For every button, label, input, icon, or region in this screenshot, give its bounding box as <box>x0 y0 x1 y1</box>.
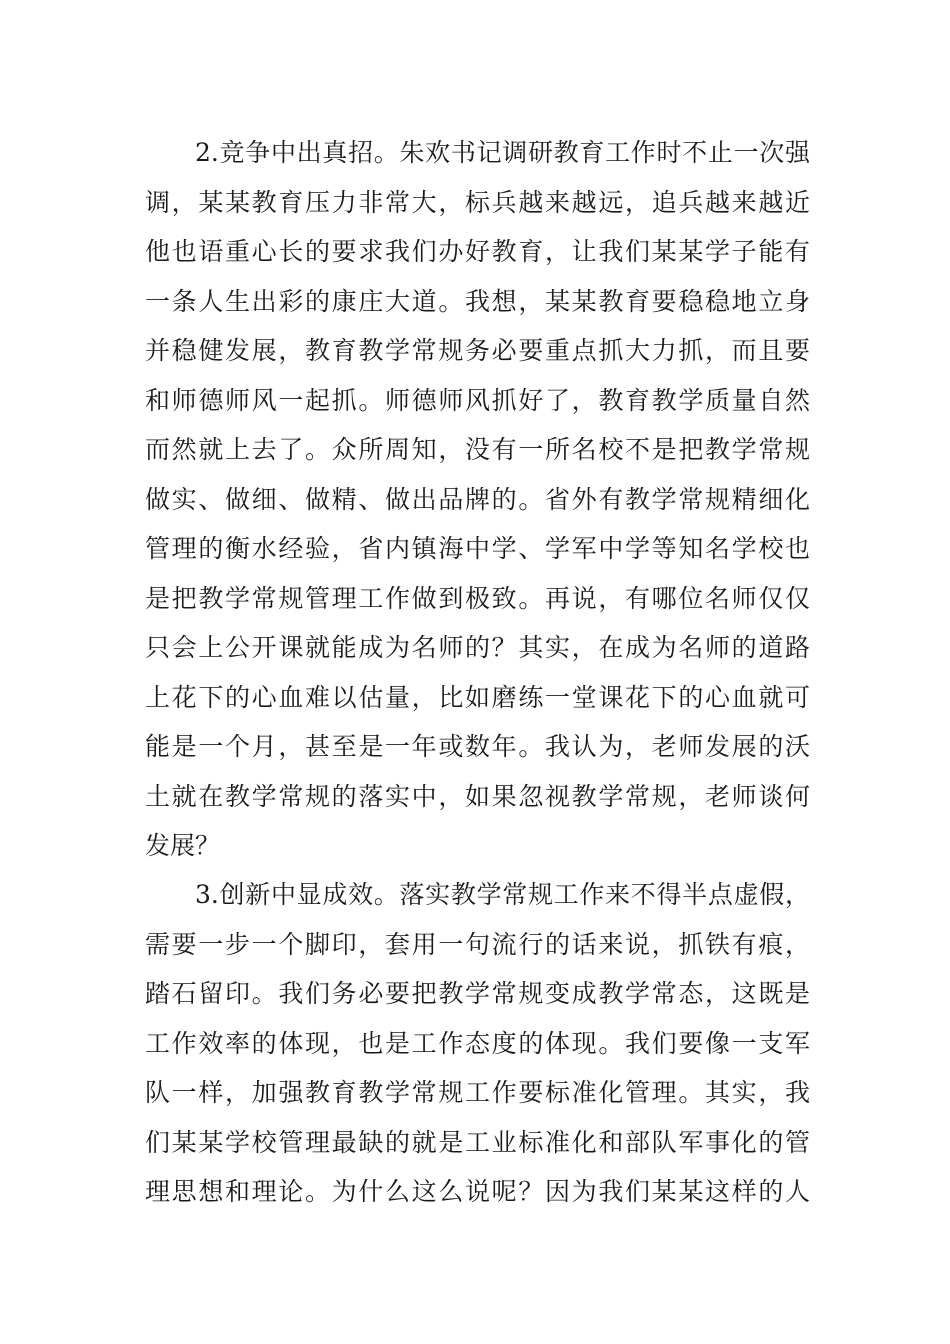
text-line: 踏石留印。我们务必要把教学常规变成教学常态，这既是 <box>145 979 810 1008</box>
text-line: 做实、做细、做精、做出品牌的。省外有教学常规精细化 <box>145 484 810 514</box>
text-line: 理思想和理论。为什么这么说呢？因为我们某某这样的人 <box>145 1177 810 1206</box>
paragraph-competition <box>145 128 810 871</box>
text-line: 工作效率的体现，也是工作态度的体现。我们要像一支军 <box>145 1028 810 1058</box>
paragraph-innovation <box>145 870 810 1217</box>
text-line: 土就在教学常规的落实中，如果忽视教学常规，老师谈何 <box>145 781 810 811</box>
text-line: 们某某学校管理最缺的就是工业标准化和部队军事化的管 <box>145 1127 810 1157</box>
text-line: 只会上公开课就能成为名师的？其实，在成为名师的道路 <box>145 633 810 662</box>
text-line: 他也语重心长的要求我们办好教育，让我们某某学子能有 <box>145 237 810 266</box>
text-line: 2.竞争中出真招。朱欢书记调研教育工作时不止一次强 <box>195 138 810 167</box>
text-line: 和师德师风一起抓。师德师风抓好了，教育教学质量自然 <box>145 385 810 415</box>
text-line: 管理的衡水经验，省内镇海中学、学军中学等知名学校也 <box>145 534 810 563</box>
text-line: 需要一步一个脚印，套用一句流行的话来说，抓铁有痕， <box>145 929 810 959</box>
text-line: 而然就上去了。众所周知，没有一所名校不是把教学常规 <box>145 435 810 464</box>
text-line: 一条人生出彩的康庄大道。我想，某某教育要稳稳地立身 <box>145 286 810 316</box>
text-line: 并稳健发展，教育教学常规务必要重点抓大力抓，而且要 <box>145 336 810 365</box>
text-line: 队一样，加强教育教学常规工作要标准化管理。其实，我 <box>145 1078 810 1107</box>
text-line: 3.创新中显成效。落实教学常规工作来不得半点虚假， <box>195 880 810 909</box>
text-line: 调，某某教育压力非常大，标兵越来越远，追兵越来越近 <box>145 187 810 217</box>
text-line: 发展？ <box>145 831 221 860</box>
text-line: 上花下的心血难以估量，比如磨练一堂课花下的心血就可 <box>145 682 810 712</box>
text-line: 是把教学常规管理工作做到极致。再说，有哪位名师仅仅 <box>145 583 810 613</box>
text-line: 能是一个月，甚至是一年或数年。我认为，老师发展的沃 <box>145 732 810 761</box>
